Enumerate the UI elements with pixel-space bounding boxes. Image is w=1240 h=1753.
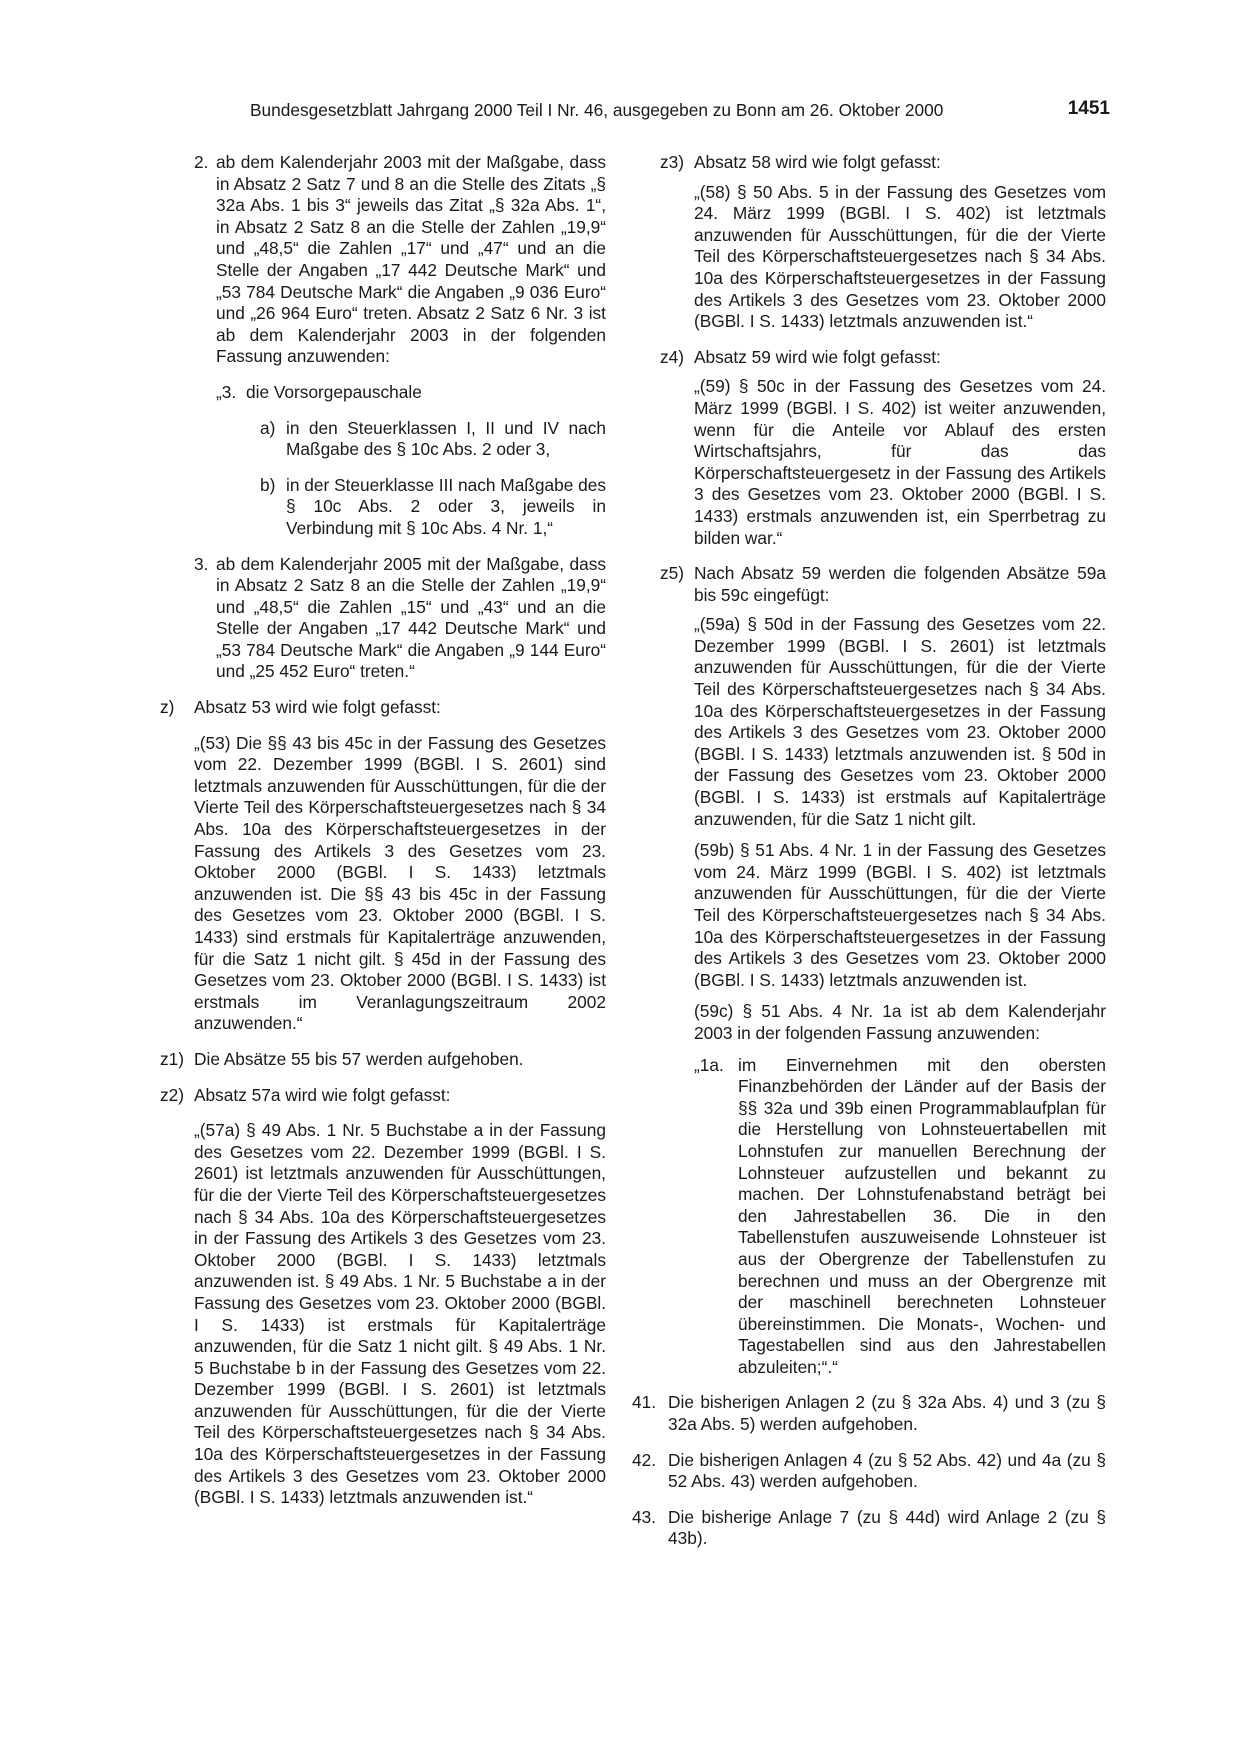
item-label: z3)	[660, 152, 685, 172]
page-number: 1451	[1067, 98, 1110, 119]
list-item	[160, 382, 606, 404]
item-text: Absatz 57a wird wie folgt gefasst:	[194, 1084, 451, 1105]
paragraph: „(53) Die §§ 43 bis 45c in der Fassung des Gesetzes vom 22. Dezember 1999 (BGBl. I S. 2601) sind letztmals anzuwenden für Ausschüttungen, für die der Vierte Teil des Körperschaftsteuergesetzes nach § 34 Abs. 10a des Körperschaftsteuergesetzes in der Fassung des Artikels 3 des Gesetzes vom 23. Oktober 2000 (BGBl. I S. 1433) letztmals anzuwenden ist. Die §§ 43 bis 45c in der Fassung des Gesetzes vom 23. Oktober 2000 (BGBl. I S. 1433) sind erstmals für Kapitalerträge anzuwenden, für die Satz 1 nicht gilt. § 45d in der Fassung des Gesetzes vom 23. Oktober 2000 (BGBl. I S. 1433) ist erstmals im Veranlagungszeitraum 2002 anzuwenden.“	[194, 732, 606, 1034]
paragraph: „(59) § 50c in der Fassung des Gesetzes vom 24. März 1999 (BGBl. I S. 402) ist weiter anzuwenden, wenn für die Anteile vor Ablauf des ersten Wirtschaftsjahrs, für das das Körperschaftsteuergesetz in der Fassung des Artikels 3 des Gesetzes vom 23. Oktober 2000 (BGBl. I S. 1433) erstmals anzuwenden ist, ein Sperrbetrag zu bilden war.“	[694, 376, 1106, 548]
item-label: „1a.	[694, 1054, 724, 1075]
item-label: 42.	[632, 1449, 657, 1470]
list-item	[160, 1085, 606, 1107]
item-label: 41.	[632, 1392, 657, 1413]
list-item	[160, 1049, 606, 1071]
list-item	[660, 347, 1106, 369]
list-item	[660, 1055, 1106, 1379]
paragraph: (59b) § 51 Abs. 4 Nr. 1 in der Fassung des Gesetzes vom 24. März 1999 (BGBl. I S. 402) ist letztmals anzuwenden für Ausschüttungen, für die der Vierte Teil des Körperschaftsteuergesetzes nach § 34 Abs. 10a des Körperschaftsteuergesetzes in der Fassung des Artikels 3 des Gesetzes vom 23. Oktober 2000 (BGBl. I S. 1433) letztmals anzuwenden ist.	[694, 840, 1106, 990]
item-label: 3.	[194, 553, 209, 574]
item-text: im Einvernehmen mit den obersten Finanzbehörden der Länder auf der Basis der §§ 32a und 39b einen Programmablaufplan für die Herstellung von Lohnsteuertabellen mit Lohnstufen zur manuellen Berechnung der Lohnsteuer aufzustellen und bekannt zu machen. Der Lohnstufenabstand beträgt bei den Jahrestabellen 36. Die in den Tabellenstufen auszuweisende Lohnsteuer ist aus der Obergrenze der Tabellenstufen zu berechnen und muss an der Obergrenze mit der maschinell berechneten Lohnsteuer übereinstimmen. Die Monats-, Wochen- und Tagestabellen sind aus den Jahrestabellen abzuleiten;“.“	[738, 1054, 1106, 1377]
item-label: a)	[260, 417, 276, 438]
item-text: Die bisherige Anlage 7 (zu § 44d) wird Anlage 2 (zu § 43b).	[668, 1506, 1106, 1549]
item-label: b)	[260, 474, 276, 495]
item-label: z4)	[660, 346, 685, 367]
item-label: 43.	[632, 1506, 657, 1527]
item-text: Die bisherigen Anlagen 4 (zu § 52 Abs. 42) und 4a (zu § 52 Abs. 43) werden aufgehoben.	[668, 1449, 1106, 1492]
item-text: Nach Absatz 59 werden die folgenden Absätze 59a bis 59c eingefügt:	[694, 563, 1106, 605]
item-label: z)	[160, 697, 175, 718]
item-text: Absatz 58 wird wie folgt gefasst:	[694, 152, 941, 172]
list-item	[660, 152, 1106, 174]
item-text: die Vorsorgepauschale	[246, 381, 422, 402]
item-text: ab dem Kalenderjahr 2005 mit der Maßgabe, dass in Absatz 2 Satz 8 an die Stelle der Zahlen „19,9“ und „48,5“ die Zahlen „15“ und „43“ und an die Stelle der Angaben „17 442 Deutsche Mark“ und „53 784 Deutsche Mark“ die Angaben „9 144 Euro“ und „25 452 Euro“ treten.“	[216, 553, 606, 682]
left-column	[160, 152, 606, 1523]
item-label: z1)	[160, 1048, 185, 1069]
paragraph: „(58) § 50 Abs. 5 in der Fassung des Gesetzes vom 24. März 1999 (BGBl. I S. 402) ist letztmals anzuwenden für Ausschüttungen, für die der Vierte Teil des Körperschaftsteuergesetzes nach § 34 Abs. 10a des Körperschaftsteuergesetzes in der Fassung des Artikels 3 des Gesetzes vom 23. Oktober 2000 (BGBl. I S. 1433) letztmals anzuwenden ist.“	[694, 181, 1106, 332]
paragraph: „(57a) § 49 Abs. 1 Nr. 5 Buchstabe a in der Fassung des Gesetzes vom 22. Dezember 1999 (BGBl. I S. 2601) ist letztmals anzuwenden für Ausschüttungen, für die der Vierte Teil des Körperschaftsteuergesetzes nach § 34 Abs. 10a des Körperschaftsteuergesetzes in der Fassung des Artikels 3 des Gesetzes vom 23. Oktober 2000 (BGBl. I S. 1433) letztmals anzuwenden ist. § 49 Abs. 1 Nr. 5 Buchstabe a in der Fassung des Gesetzes vom 23. Oktober 2000 (BGBl. I S. 1433) ist erstmals für Kapitalerträge anzuwenden, für die Satz 1 nicht gilt. § 49 Abs. 1 Nr. 5 Buchstabe b in der Fassung des Gesetzes vom 22. Dezember 1999 (BGBl. I S. 2601) ist letztmals anzuwenden für Ausschüttungen, für die der Vierte Teil des Körperschaftsteuergesetzes nach § 34 Abs. 10a des Körperschaftsteuergesetzes in der Fassung des Artikels 3 des Gesetzes vom 23. Oktober 2000 (BGBl. I S. 1433) letztmals anzuwenden ist.“	[194, 1120, 606, 1508]
item-label: 2.	[194, 152, 209, 172]
item-label: z5)	[660, 563, 685, 584]
right-column	[632, 152, 1106, 1564]
paragraph: „(59a) § 50d in der Fassung des Gesetzes vom 22. Dezember 1999 (BGBl. I S. 2601) ist letztmals anzuwenden für Ausschüttungen, für die der Vierte Teil des Körperschaftsteuergesetzes nach § 34 Abs. 10a des Körperschaftsteuergesetzes in der Fassung des Artikels 3 des Gesetzes vom 23. Oktober 2000 (BGBl. I S. 1433) letztmals anzuwenden ist. § 50d in der Fassung des Gesetzes vom 23. Oktober 2000 (BGBl. I S. 1433) ist erstmals auf Kapitalerträge anzuwenden, für die Satz 1 nicht gilt.	[694, 614, 1106, 829]
list-item	[660, 563, 1106, 606]
item-text: in den Steuerklassen I, II und IV nach Maßgabe des § 10c Abs. 2 oder 3,	[286, 417, 606, 460]
item-label: „3.	[216, 381, 237, 402]
list-item	[632, 1507, 1106, 1550]
paragraph: (59c) § 51 Abs. 4 Nr. 1a ist ab dem Kalenderjahr 2003 in der folgenden Fassung anzuwenden:	[694, 1001, 1106, 1043]
item-text: Absatz 59 wird wie folgt gefasst:	[694, 346, 941, 367]
list-item	[160, 475, 606, 540]
item-text: Die bisherigen Anlagen 2 (zu § 32a Abs. 4) und 3 (zu § 32a Abs. 5) werden aufgehoben.	[668, 1392, 1106, 1435]
list-item	[160, 554, 606, 684]
list-item	[160, 418, 606, 461]
list-item	[160, 697, 606, 719]
list-item	[160, 152, 606, 368]
item-text: Die Absätze 55 bis 57 werden aufgehoben.	[194, 1048, 524, 1069]
list-item	[632, 1450, 1106, 1493]
list-item	[632, 1392, 1106, 1435]
item-text: in der Steuerklasse III nach Maßgabe des § 10c Abs. 2 oder 3, jeweils in Verbindung mit § 10c Abs. 4 Nr. 1,“	[286, 474, 606, 538]
item-text: ab dem Kalenderjahr 2003 mit der Maßgabe, dass in Absatz 2 Satz 7 und 8 an die Stelle des Zitats „§ 32a Abs. 1 bis 3“ jeweils das Zitat „§ 32a Abs. 1“, in Absatz 2 Satz 8 an die Stelle der Zahlen „19,9“ und „48,5“ die Zahlen „17“ und „47“ und an die Stelle der Angaben „17 442 Deutsche Mark“ und „53 784 Deutsche Mark“ die Angaben „9 036 Euro“ und „26 964 Euro“ treten. Absatz 2 Satz 6 Nr. 3 ist ab dem Kalenderjahr 2003 in der folgenden Fassung anzuwenden:	[216, 152, 606, 367]
item-label: z2)	[160, 1084, 185, 1105]
running-header: Bundesgesetzblatt Jahrgang 2000 Teil I Nr. 46, ausgegeben zu Bonn am 26. Oktober 2000	[250, 100, 944, 120]
item-text: Absatz 53 wird wie folgt gefasst:	[194, 697, 441, 718]
